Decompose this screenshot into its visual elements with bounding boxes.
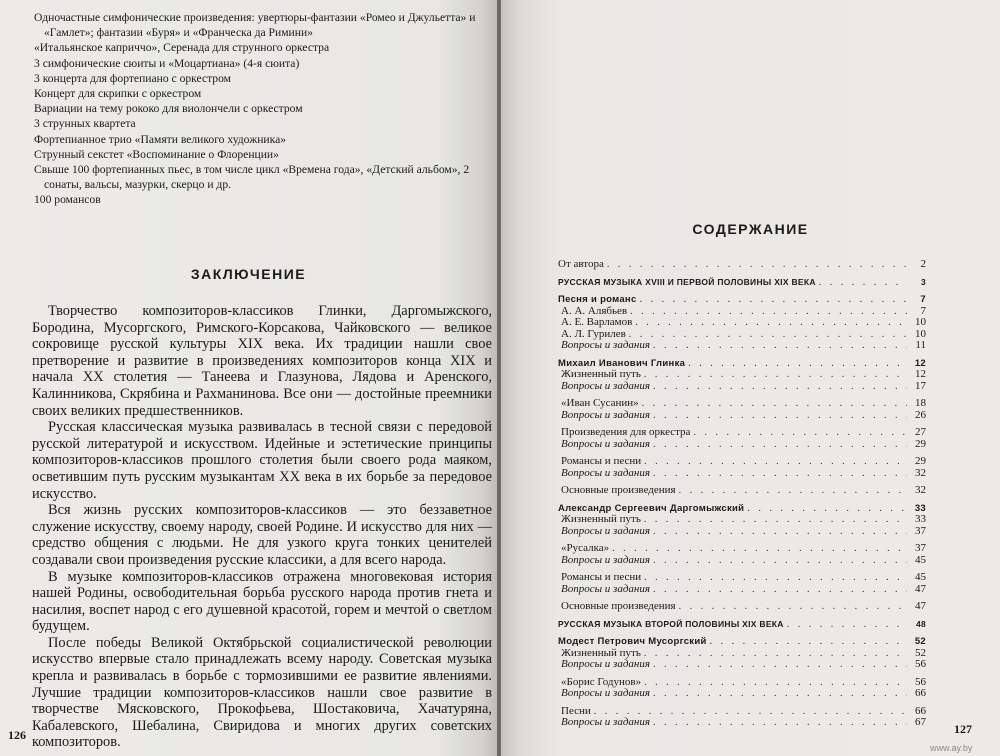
toc-entry-page: 32 [915, 466, 926, 479]
toc-entry-page: 45 [915, 553, 926, 566]
toc-leader-dots [710, 636, 907, 648]
toc-entry-title: А. Е. Варламов [561, 316, 633, 328]
toc-leader-dots [653, 526, 907, 538]
toc-entry-title: Вопросы и задания [561, 553, 650, 566]
conclusion-paragraph: Русская классическая музыка развивалась в тесной связи с передовой русской литературой и искусством. Идейные и эстетические принципы композиторов-классиков прошлого столетия были своего рода маяком, осветившим путь русским музыкантам XX века в их борьбе за передовое искусство. [32, 419, 492, 502]
toc-entry [558, 427, 926, 439]
toc-leader-dots [653, 468, 907, 480]
toc-entry [558, 410, 926, 422]
conclusion-paragraph: Вся жизнь русских композиторов-классиков — это беззаветное служение искусству, своему народу, своей Родине. И искусство для них — средство общения с людьми. Не для узкого круга тонких ценителей создавали свои произведения русские классики, а для всего народа. [32, 502, 492, 568]
toc-entry-title: Вопросы и задания [561, 582, 650, 595]
toc-entry [558, 584, 926, 596]
conclusion-text [32, 303, 492, 751]
toc-leader-dots [653, 340, 907, 352]
contents-heading: СОДЕРЖАНИЕ [692, 221, 809, 237]
toc-entry-page: 18 [915, 397, 926, 409]
toc-entry-page: 26 [915, 408, 926, 421]
toc-entry-page: 29 [915, 437, 926, 450]
toc-entry-title: Вопросы и задания [561, 437, 650, 450]
toc-leader-dots [653, 439, 907, 451]
toc-entry-page: 47 [915, 582, 926, 595]
works-item: Свыше 100 фортепианных пьес, в том числе цикл «Времена года», «Детский альбом», 2 сонаты, вальсы, мазурки, скерцо и др. [34, 163, 470, 192]
toc-entry-title: Песни [561, 704, 591, 717]
toc-leader-dots [787, 619, 907, 631]
toc-entry-page: 7 [920, 304, 926, 317]
works-item: Струнный секстет «Воспоминание о Флоренции» [34, 147, 279, 161]
toc-entry-title: Романсы и песни [561, 571, 642, 583]
toc-entry-page: 7 [920, 294, 926, 305]
toc-entry [558, 369, 926, 381]
works-item: 3 симфонические сюиты и «Моцартиана» (4-я сюита) [34, 56, 300, 70]
toc-entry-title: «Борис Годунов» [561, 675, 642, 688]
toc-entry-page: 52 [914, 636, 926, 647]
toc-leader-dots [642, 398, 907, 410]
toc-leader-dots [653, 381, 907, 393]
toc-entry-title: «Русалка» [561, 542, 610, 554]
toc-entry [558, 601, 926, 613]
toc-entry-page: 37 [915, 524, 926, 537]
toc-entry-page: 56 [915, 658, 926, 670]
toc-entry [558, 259, 926, 271]
toc-entry [558, 317, 926, 329]
works-item: «Итальянское каприччо», Серенада для струнного оркестра [34, 41, 330, 55]
toc-entry [558, 659, 926, 671]
toc-entry-page: 29 [915, 455, 926, 467]
toc-entry-page: 2 [920, 258, 926, 270]
toc-entry-page: 10 [915, 316, 926, 328]
toc-leader-dots [644, 456, 907, 468]
toc-entry-page: 67 [915, 716, 926, 728]
page-number-left: 126 [8, 728, 26, 742]
toc-entry-title: Основные произведения [561, 600, 676, 612]
toc-entry [558, 555, 926, 567]
toc-entry-page: 10 [915, 327, 926, 340]
works-item: 100 романсов [34, 193, 101, 207]
toc-leader-dots [644, 369, 907, 381]
toc-entry [558, 456, 926, 468]
toc-entry-page: 32 [915, 484, 926, 496]
toc-entry [558, 468, 926, 480]
toc-leader-dots [653, 555, 907, 567]
toc-entry [558, 398, 926, 410]
toc-entry-title: Жизненный путь [561, 368, 641, 380]
conclusion-paragraph: В музыке композиторов-классиков отражена многовековая история нашей Родины, освободительная борьба русского народа против гнета и насилия, воспет народ с его душевной красотой, горем и мечтой о светлом будущем. [32, 568, 492, 635]
toc-entry [558, 717, 926, 729]
toc-leader-dots [607, 259, 907, 271]
toc-leader-dots [819, 277, 907, 289]
toc-entry [558, 485, 926, 497]
toc-leader-dots [653, 659, 907, 671]
conclusion-heading: ЗАКЛЮЧЕНИЕ [190, 266, 307, 282]
toc-entry-title: Вопросы и задания [561, 339, 650, 351]
toc-entry-page: 11 [915, 339, 926, 351]
toc-entry-title: Вопросы и задания [561, 408, 650, 421]
toc-entry-title: А. Л. Гурилев [561, 327, 626, 340]
toc-entry-page: 45 [915, 571, 926, 583]
toc-leader-dots [688, 358, 907, 370]
toc-entry-title: Вопросы и задания [561, 716, 650, 728]
toc-entry-title: Вопросы и задания [561, 687, 650, 699]
toc-entry-title: Вопросы и задания [561, 466, 650, 479]
toc-entry-title: Романсы и песни [561, 455, 642, 467]
toc-entry [558, 572, 926, 584]
toc-entry-page: 37 [915, 542, 926, 554]
works-item: Одночастные симфонические произведения: увертюры-фантазии «Ромео и Джульетта» и «Гамлет»; фантазии «Буря» и «Франческа да Римини» [34, 11, 476, 40]
page-number-right: 127 [954, 722, 972, 736]
works-item: Вариации на тему рококо для виолончели с оркестром [34, 102, 303, 116]
toc-leader-dots [653, 410, 907, 422]
toc-leader-dots [630, 306, 907, 318]
toc-entry-title: РУССКАЯ МУЗЫКА XVIII И ПЕРВОЙ ПОЛОВИНЫ XIX ВЕКА [558, 276, 816, 287]
watermark: www.ay.by [930, 743, 973, 753]
toc-entry-title: Вопросы и задания [561, 379, 650, 392]
toc-entry-title: От автора [558, 258, 604, 270]
toc-entry-page: 33 [914, 502, 926, 514]
toc-leader-dots [640, 294, 907, 306]
works-item: 3 концерта для фортепиано с оркестром [34, 71, 232, 85]
toc-leader-dots [679, 601, 907, 613]
toc-entry-title: Произведения для оркестра [561, 426, 691, 438]
toc-entry-page: 12 [915, 368, 926, 380]
toc-entry [558, 619, 926, 631]
toc-entry [558, 636, 926, 648]
toc-leader-dots [644, 648, 907, 660]
toc-entry-title: Вопросы и задания [561, 524, 650, 537]
toc-entry-page: 27 [915, 426, 926, 438]
toc-entry-title: РУССКАЯ МУЗЫКА ВТОРОЙ ПОЛОВИНЫ XIX ВЕКА [558, 618, 784, 629]
toc-entry-page: 66 [915, 704, 926, 717]
toc-entry [558, 543, 926, 555]
toc-entry-title: Жизненный путь [561, 646, 641, 659]
toc-entry-page: 17 [915, 379, 926, 392]
toc-entry-page: 56 [915, 675, 926, 688]
toc-entry-title: Александр Сергеевич Даргомыжский [558, 502, 745, 514]
toc-leader-dots [644, 514, 907, 526]
toc-entry [558, 381, 926, 393]
conclusion-paragraph: После победы Великой Октябрьской социалистической революции искусство впервые стало принадлежать всему народу. Советская музыка крепла и развивалась в борьбе с тормозившими ее развитие явлениями. Лучшие традиции композиторов-классиков нашли свое развитие в творчестве Мясковского, Прокофьева, Шостаковича, Хачатуряна, Кабалевского, Шебалина, Свиридова и многих других советских композиторов. [32, 634, 492, 751]
table-of-contents [558, 259, 926, 729]
toc-entry [558, 294, 926, 306]
toc-entry-title: Модест Петрович Мусоргский [558, 636, 707, 647]
toc-entry-title: Основные произведения [561, 484, 676, 496]
toc-entry-page: 66 [915, 687, 926, 699]
toc-entry-page: 12 [914, 357, 926, 369]
toc-entry-title: «Иван Сусанин» [561, 397, 639, 409]
toc-entry-page: 47 [915, 600, 926, 612]
toc-entry-page: 52 [915, 646, 926, 659]
toc-leader-dots [653, 688, 907, 700]
toc-leader-dots [653, 717, 907, 729]
works-item: 3 струнных квартета [34, 117, 136, 131]
works-item: Концерт для скрипки с оркестром [34, 87, 202, 101]
works-list [34, 10, 492, 208]
toc-entry [558, 688, 926, 700]
toc-leader-dots [653, 584, 907, 596]
toc-leader-dots [747, 503, 907, 515]
toc-leader-dots [679, 485, 907, 497]
toc-entry [558, 439, 926, 451]
toc-entry [558, 277, 926, 289]
toc-leader-dots [644, 677, 907, 689]
toc-entry-title: Песня и романс [558, 294, 637, 305]
toc-entry [558, 514, 926, 526]
toc-leader-dots [644, 572, 907, 584]
toc-entry-page: 33 [915, 513, 926, 525]
toc-leader-dots [693, 427, 907, 439]
toc-leader-dots [635, 317, 907, 329]
toc-entry [558, 526, 926, 538]
toc-entry-title: А. А. Алябьев [561, 304, 628, 317]
works-item: Фортепианное трио «Памяти великого художника» [34, 132, 287, 146]
toc-entry [558, 340, 926, 352]
toc-entry-page: 3 [920, 276, 926, 287]
left-page [0, 0, 497, 756]
toc-entry-title: Жизненный путь [561, 513, 641, 525]
conclusion-paragraph: Творчество композиторов-классиков Глинки, Даргомыжского, Бородина, Мусоргского, Римского-Корсакова, Чайковского — великое сокровище русской культуры XIX века. Их традиции нашли свое претворение и развитие в произведениях композиторов конца XIX и начала XX столетия — Танеева и Глазунова, Лядова и Аренского, Калинникова, Скрябина и Рахманинова. Все они — достойные преемники своих великих предшественников. [32, 303, 492, 419]
toc-entry-title: Михаил Иванович Глинка [558, 357, 686, 369]
toc-leader-dots [612, 543, 907, 555]
toc-entry-title: Вопросы и задания [561, 658, 650, 670]
toc-entry-page: 48 [915, 618, 926, 629]
toc-leader-dots [629, 329, 907, 341]
